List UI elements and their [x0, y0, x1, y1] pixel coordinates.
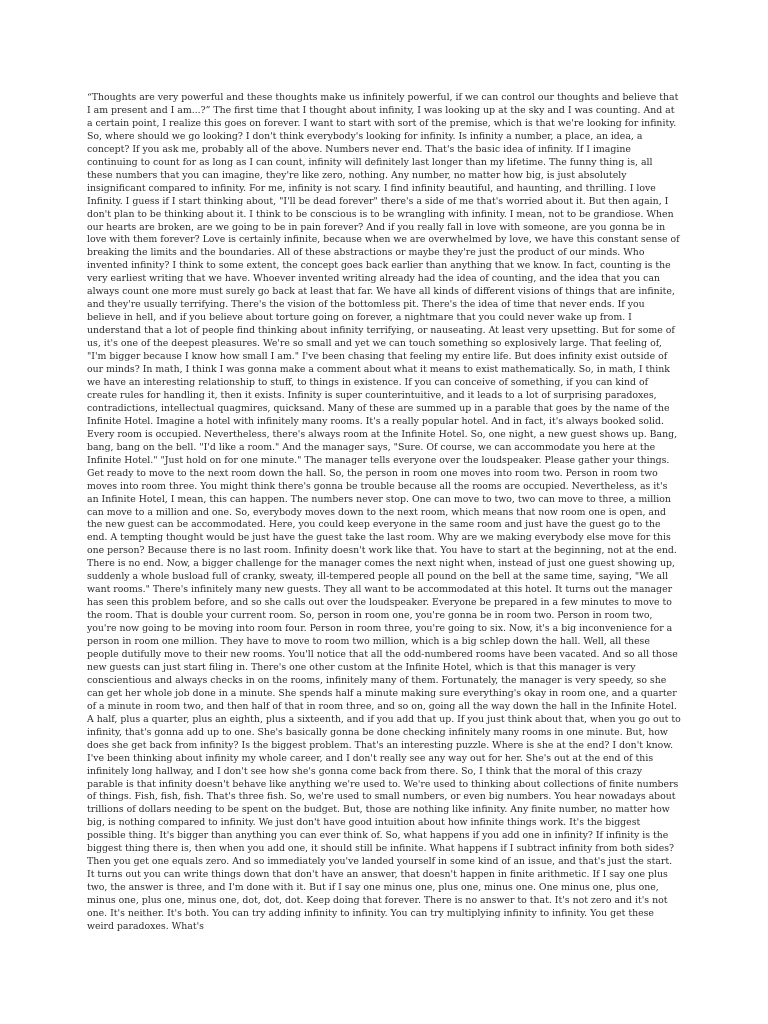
- body-paragraph: “Thoughts are very powerful and these thoughts make us infinitely powerful, if we can control our thoughts and believe that I am present and I am...?” The first time that I thought about infinity, I was looking up at the sky and I was counting. And at a certain point, I realize this goes on forever. I want to start with sort of the premise, which is that we're looking for infinity. So, where should we go looking? I don't think everybody's looking for infinity. Is infinity a number, a place, an idea, a concept? If you ask me, probably all of the above. Numbers never end. That's the basic idea of infinity. If I imagine continuing to count for as long as I can count, infinity will definitely last longer than my lifetime. The funny thing is, all these numbers that you can imagine, they're like zero, nothing. Any number, no matter how big, is just absolutely insignificant compared to infinity. For me, infinity is not scary. I find infinity beautiful, and haunting, and thrilling. I love Infinity. I guess if I start thinking about, "I'll be dead forever" there's a side of me that's worried about it. But then again, I don't plan to be thinking about it. I think to be conscious is to be wrangling with infinity. I mean, not to be grandiose. When our hearts are broken, are we going to be in pain forever? And if you really fall in love with someone, are you gonna be in love with them forever? Love is certainly infinite, because when we are overwhelmed by love, we have this constant sense of breaking the limits and the boundaries. All of these abstractions or maybe they're just the product of our minds. Who invented infinity? I think to some extent, the concept goes back earlier than anything that we know. In fact, counting is the very earliest writing that we have. Whoever invented writing already had the idea of counting, and the idea that you can always count one more must surely go back at least that far. We have all kinds of different visions of things that are infinite, and they're usually terrifying. There's the vision of the bottomless pit. There's the idea of time that never ends. If you believe in hell, and if you believe about torture going on forever, a nightmare that you could never wake up from. I understand that a lot of people find thinking about infinity terrifying, or nauseating. At least very upsetting. But for some of us, it's one of the deepest pleasures. We're so small and yet we can touch something so explosively large. That feeling of, "I'm bigger because I know how small I am." I've been chasing that feeling my entire life. But does infinity exist outside of our minds? In math, I think I was gonna make a comment about what it means to exist mathematically. So, in math, I think we have an interesting relationship to stuff, to things in existence. If you can conceive of something, if you can kind of create rules for handling it, then it exists. Infinity is super counterintuitive, and it leads to a lot of surprising paradoxes, contradictions, intellectual quagmires, quicksand. Many of these are summed up in a parable that goes by the name of the Infinite Hotel. Imagine a hotel with infinitely many rooms. It's a really popular hotel. And in fact, it's always booked solid. Every room is occupied. Nevertheless, there's always room at the Infinite Hotel. So, one night, a new guest shows up. Bang, bang, bang on the bell. "I'd like a room." And the manager says, "Sure. Of course, we can accommodate you here at the Infinite Hotel." "Just hold on for one minute." The manager tells everyone over the loudspeaker. Please gather your things. Get ready to move to the next room down the hall. So, the person in room one moves into room two. Person in room two moves into room three. You might think there's gonna be trouble because all the rooms are occupied. Nevertheless, as it's an Infinite Hotel, I mean, this can happen. The numbers never stop. One can move to two, two can move to three, a million can move to a million and one. So, everybody moves down to the next room, which means that now room one is open, and the new guest can be accommodated. Here, you could keep everyone in the same room and just have the guest go to the end. A tempting thought would be just have the guest take the last room. Why are we making everybody else move for this one person? Because there is no last room. Infinity doesn't work like that. You have to start at the beginning, not at the end. There is no end. Now, a bigger challenge for the manager comes the next night when, instead of just one guest showing up, suddenly a whole busload full of cranky, sweaty, ill-tempered people all pound on the bell at the same time, saying, "We all want rooms." There's infinitely many new guests. They all want to be accommodated at this hotel. It turns out the manager has seen this problem before, and so she calls out over the loudspeaker. Everyone be prepared in a few minutes to move to the room. That is double your current room. So, person in room one, you're gonna be in room two. Person in room two, you're now going to be moving into room four. Person in room three, you're going to six. Now, it's a big inconvenience for a person in room one million. They have to move to room two million, which is a big schlep down the hall. Well, all these people dutifully move to their new rooms. You'll notice that all the odd-numbered rooms have been vacated. And so all those new guests can just start filing in. There's one other custom at the Infinite Hotel, which is that this manager is very conscientious and always checks in on the rooms, infinitely many of them. Fortunately, the manager is very speedy, so she can get her whole job done in a minute. She spends half a minute making sure everything's okay in room one, and a quarter of a minute in room two, and then half of that in room three, and so on, going all the way down the hall in the Infinite Hotel. A half, plus a quarter, plus an eighth, plus a sixteenth, and if you add that up. If you just think about that, when you go out to infinity, that's gonna add up to one. She's basically gonna be done checking infinitely many rooms in one minute. But, how does she get back from infinity? Is the biggest problem. That's an interesting puzzle. Where is she at the end? I don't know. I've been thinking about infinity my whole career, and I don't really see any way out for her. She's out at the end of this infinitely long hallway, and I don't see how she's gonna come back from there. So, I think that the moral of this crazy parable is that infinity doesn't behave like anything we're used to. We're used to thinking about collections of finite numbers of things. Fish, fish, fish. That's three fish. So, we're used to small numbers, or even big numbers. You hear nowadays about trillions of dollars needing to be spent on the budget. But, those are nothing like infinity. Any finite number, no matter how big, is nothing compared to infinity. We just don't have good intuition about how infinite things work. It's the biggest possible thing. It's bigger than anything you can ever think of. So, what happens if you add one in infinity? If infinity is the biggest thing there is, then when you add one, it should still be infinite. What happens if I subtract infinity from both sides? Then you get one equals zero. And so immediately you've landed yourself in some kind of an issue, and that's just the start. It turns out you can write things down that don't have an answer, that doesn't happen in finite arithmetic. If I say one plus two, the answer is three, and I'm done with it. But if I say one minus one, plus one, minus one. One minus one, plus one, minus one, plus one, minus one, dot, dot, dot. Keep doing that forever. There is no answer to that. It's not zero and it's not one. It's neither. It's both. You can try adding infinity to infinity. You can try multiplying infinity to infinity. You get these weird paradoxes. What's: [87, 92, 681, 932]
- document-page: [87, 92, 681, 1004]
